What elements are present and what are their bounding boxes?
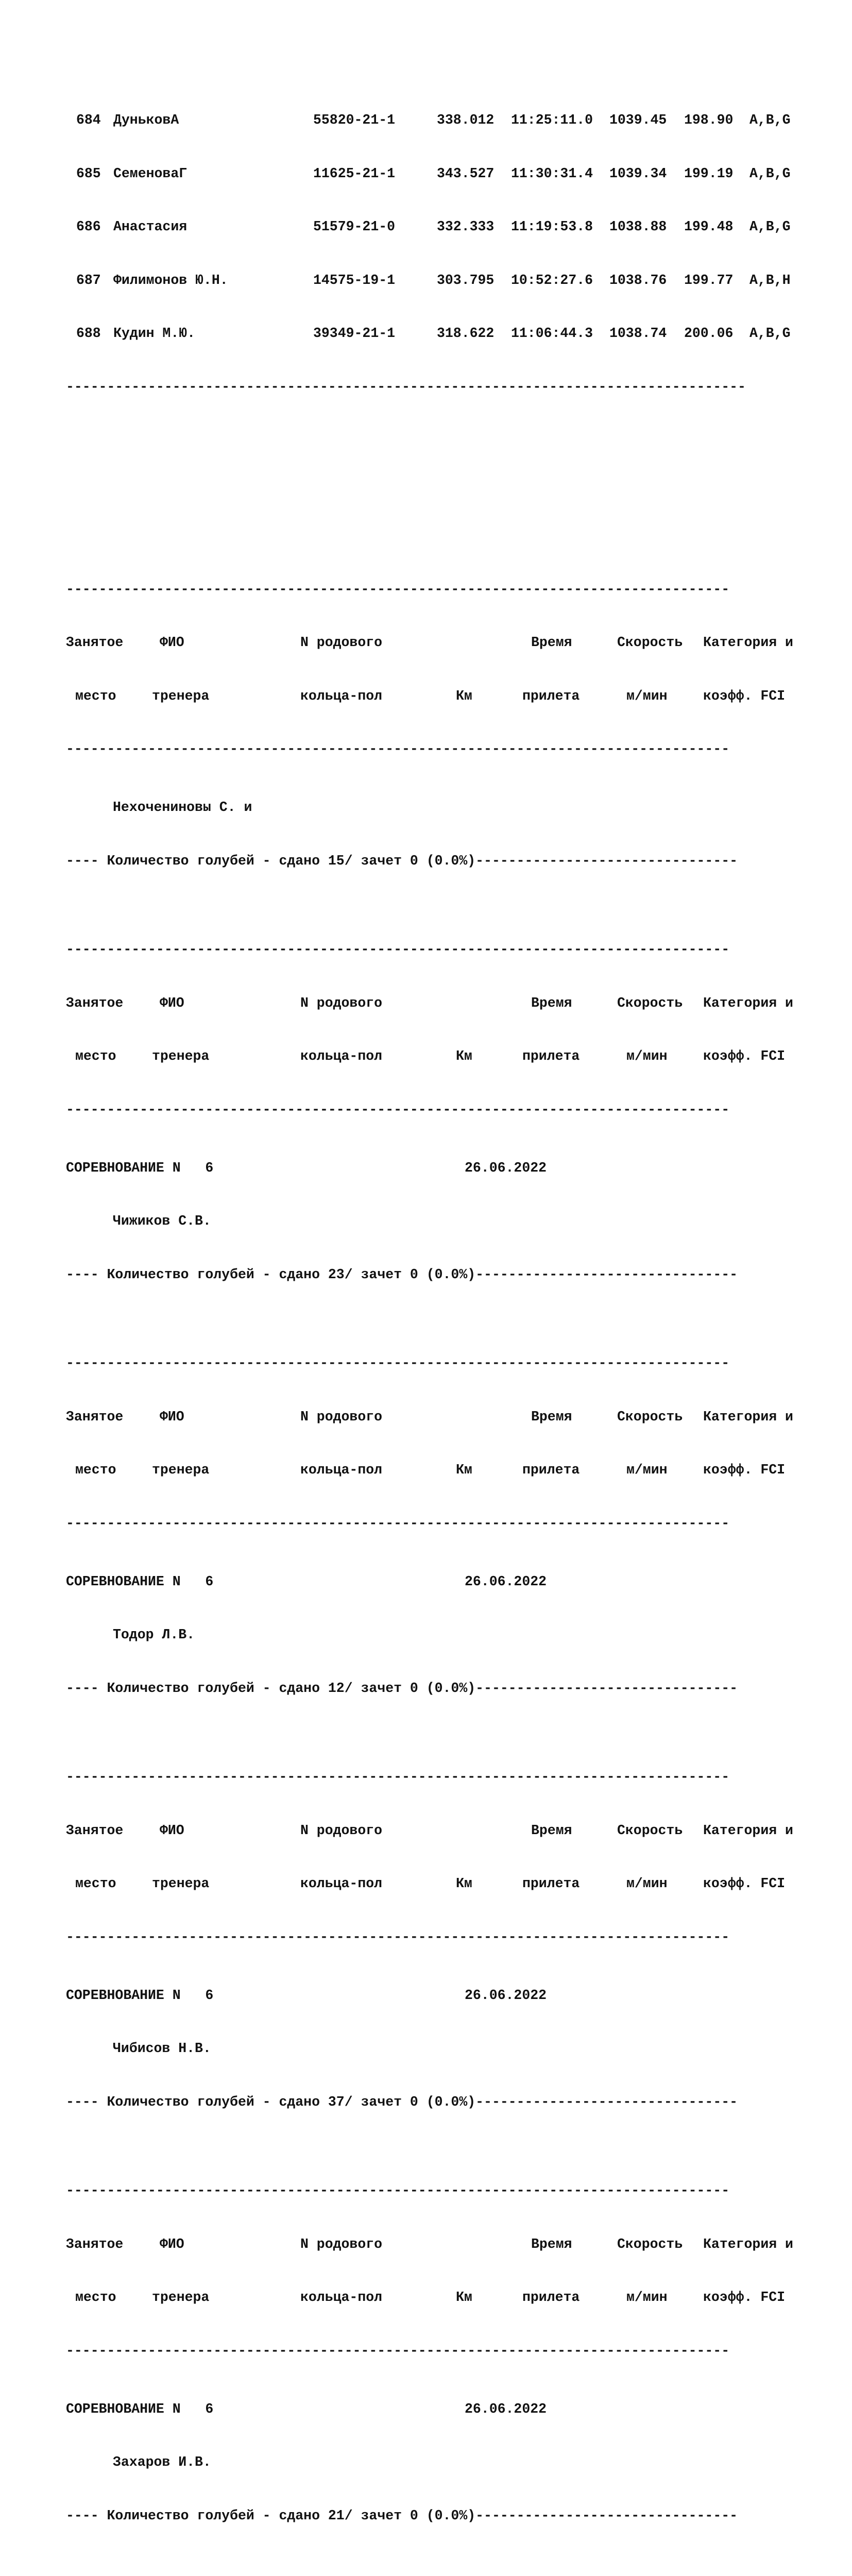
table-header-row <box>66 994 839 1012</box>
trainer-row <box>66 799 839 817</box>
result-row <box>66 165 839 183</box>
result-coef: 199.19 <box>684 165 734 181</box>
result-km: 338.012 <box>437 112 495 128</box>
result-category: A,B,G <box>749 112 791 128</box>
divider: --------------------------------------------------------------------------------- <box>66 1355 730 1371</box>
count-prefix: ---- <box>66 2094 107 2110</box>
table-header-row <box>66 687 839 705</box>
count-suffix: -------------------------------- <box>475 853 738 869</box>
result-km: 343.527 <box>437 165 495 181</box>
header-speed: Скорость <box>617 2236 683 2252</box>
header-time: Время <box>531 995 572 1011</box>
header-speed: Скорость <box>617 1822 683 1838</box>
header-category: Категория и <box>703 995 793 1011</box>
header-time: прилета <box>522 2290 580 2305</box>
header-place: место <box>75 1462 116 1478</box>
header-place: место <box>75 1876 116 1891</box>
count-row <box>66 2093 839 2111</box>
result-speed: 1039.45 <box>609 112 667 128</box>
result-name: Анастасия <box>113 219 188 234</box>
header-category: Категория и <box>703 1409 793 1425</box>
trainer-row <box>66 1212 839 1230</box>
header-km: Км <box>456 2290 472 2305</box>
table-header-row <box>66 1822 839 1840</box>
divider: --------------------------------------------------------------------------------- <box>66 942 730 957</box>
result-place: 687 <box>76 272 101 288</box>
trainer-row <box>66 2453 839 2471</box>
table-header-row <box>66 1047 839 1065</box>
header-category: коэфф. FCI <box>703 1876 786 1891</box>
count-row <box>66 1266 839 1284</box>
count-suffix: -------------------------------- <box>475 1680 738 1696</box>
result-category: A,B,G <box>749 326 791 341</box>
header-fio: тренера <box>152 688 210 704</box>
result-ring: 14575-19-1 <box>313 272 396 288</box>
result-category: A,B,G <box>749 165 791 181</box>
header-fio: тренера <box>152 1462 210 1478</box>
header-speed: Скорость <box>617 1409 683 1425</box>
result-coef: 198.90 <box>684 112 734 128</box>
competition-row <box>66 1159 839 1177</box>
result-category: A,B,G <box>749 219 791 234</box>
table-header-row <box>66 2235 839 2253</box>
divider: --------------------------------------------------------------------------------- <box>66 2183 730 2198</box>
header-place: место <box>75 688 116 704</box>
header-time: Время <box>531 1409 572 1425</box>
header-fio: ФИО <box>160 2236 184 2252</box>
header-place: место <box>75 2290 116 2305</box>
header-fio: тренера <box>152 1048 210 1064</box>
table-header-row <box>66 1875 839 1893</box>
result-place: 684 <box>76 112 101 128</box>
header-fio: тренера <box>152 1876 210 1891</box>
header-speed: м/мин <box>626 1462 668 1478</box>
header-time: Время <box>531 1822 572 1838</box>
header-fio: ФИО <box>160 1409 184 1425</box>
header-category: Категория и <box>703 2236 793 2252</box>
result-time: 11:25:11.0 <box>511 112 593 128</box>
count-suffix: -------------------------------- <box>475 2507 738 2523</box>
result-km: 332.333 <box>437 219 495 234</box>
competition-date: 26.06.2022 <box>465 2401 547 2417</box>
result-coef: 200.06 <box>684 326 734 341</box>
count-text: Количество голубей - сдано 37/ зачет 0 (0.0%) <box>107 2094 476 2110</box>
trainer-name: Нехочениновы С. и <box>113 800 252 815</box>
header-fio: ФИО <box>160 1822 184 1838</box>
header-ring: N родового <box>300 635 383 650</box>
header-category: Категория и <box>703 1822 793 1838</box>
competition-date: 26.06.2022 <box>465 1987 547 2003</box>
competition-row <box>66 2400 839 2418</box>
header-place: Занятое <box>66 2236 124 2252</box>
header-ring: N родового <box>300 2236 383 2252</box>
header-speed: м/мин <box>626 1876 668 1891</box>
result-km: 318.622 <box>437 326 495 341</box>
header-place: Занятое <box>66 1409 124 1425</box>
result-ring: 55820-21-1 <box>313 112 396 128</box>
result-ring: 39349-21-1 <box>313 326 396 341</box>
competition-label: СОРЕВНОВАНИЕ N 6 <box>66 1573 214 1589</box>
header-time: прилета <box>522 1876 580 1891</box>
table-header-row <box>66 1408 839 1426</box>
header-category: коэфф. FCI <box>703 2290 786 2305</box>
report-sheet <box>66 40 839 2576</box>
header-place: Занятое <box>66 635 124 650</box>
competition-row <box>66 1573 839 1591</box>
divider: --------------------------------------------------------------------------------- <box>66 581 730 597</box>
count-text: Количество голубей - сдано 12/ зачет 0 (0.0%) <box>107 1680 476 1696</box>
competition-date: 26.06.2022 <box>465 1160 547 1176</box>
header-km: Км <box>456 688 472 704</box>
header-ring: кольца-пол <box>300 2290 383 2305</box>
result-name: Филимонов Ю.Н. <box>113 272 228 288</box>
trainer-name: Чибисов Н.В. <box>113 2041 211 2056</box>
divider: --------------------------------------------------------------------------------- <box>66 1769 730 1785</box>
divider: ----------------------------------------------------------------------------------- <box>66 379 746 395</box>
count-prefix: ---- <box>66 853 107 869</box>
header-ring: N родового <box>300 1822 383 1838</box>
header-fio: тренера <box>152 2290 210 2305</box>
count-text: Количество голубей - сдано 15/ зачет 0 (0.0%) <box>107 853 476 869</box>
header-ring: N родового <box>300 995 383 1011</box>
trainer-row <box>66 1626 839 1644</box>
result-coef: 199.48 <box>684 219 734 234</box>
count-suffix: -------------------------------- <box>475 1266 738 1282</box>
header-category: коэфф. FCI <box>703 1462 786 1478</box>
result-time: 11:19:53.8 <box>511 219 593 234</box>
count-prefix: ---- <box>66 1680 107 1696</box>
result-row <box>66 272 839 290</box>
count-text: Количество голубей - сдано 21/ зачет 0 (0.0%) <box>107 2507 476 2523</box>
result-speed: 1039.34 <box>609 165 667 181</box>
header-km: Км <box>456 1462 472 1478</box>
header-km: Км <box>456 1876 472 1891</box>
header-fio: ФИО <box>160 995 184 1011</box>
result-place: 686 <box>76 219 101 234</box>
competition-row <box>66 1987 839 2005</box>
result-row <box>66 325 839 343</box>
header-speed: м/мин <box>626 688 668 704</box>
header-fio: ФИО <box>160 635 184 650</box>
result-category: A,B,H <box>749 272 791 288</box>
result-coef: 199.77 <box>684 272 734 288</box>
competition-label: СОРЕВНОВАНИЕ N 6 <box>66 2401 214 2417</box>
count-row <box>66 1680 839 1698</box>
header-time: прилета <box>522 1048 580 1064</box>
result-ring: 51579-21-0 <box>313 219 396 234</box>
table-header-row <box>66 634 839 652</box>
result-time: 11:30:31.4 <box>511 165 593 181</box>
header-ring: кольца-пол <box>300 1462 383 1478</box>
table-header-row <box>66 1461 839 1479</box>
header-ring: N родового <box>300 1409 383 1425</box>
result-ring: 11625-21-1 <box>313 165 396 181</box>
header-speed: Скорость <box>617 635 683 650</box>
count-row <box>66 852 839 870</box>
header-category: коэфф. FCI <box>703 1048 786 1064</box>
result-km: 303.795 <box>437 272 495 288</box>
header-category: коэфф. FCI <box>703 688 786 704</box>
result-speed: 1038.74 <box>609 326 667 341</box>
header-time: Время <box>531 2236 572 2252</box>
result-row <box>66 218 839 236</box>
result-name: СеменоваГ <box>113 165 188 181</box>
header-time: прилета <box>522 688 580 704</box>
header-place: место <box>75 1048 116 1064</box>
header-ring: кольца-пол <box>300 688 383 704</box>
header-time: прилета <box>522 1462 580 1478</box>
divider: --------------------------------------------------------------------------------- <box>66 1101 730 1117</box>
result-speed: 1038.88 <box>609 219 667 234</box>
header-ring: кольца-пол <box>300 1876 383 1891</box>
header-place: Занятое <box>66 1822 124 1838</box>
header-speed: Скорость <box>617 995 683 1011</box>
divider: --------------------------------------------------------------------------------- <box>66 1929 730 1945</box>
result-name: ДуньковА <box>113 112 179 128</box>
count-text: Количество голубей - сдано 23/ зачет 0 (0.0%) <box>107 1266 476 1282</box>
result-speed: 1038.76 <box>609 272 667 288</box>
header-ring: кольца-пол <box>300 1048 383 1064</box>
count-row <box>66 2507 839 2525</box>
spacer <box>66 449 839 510</box>
header-time: Время <box>531 635 572 650</box>
trainer-name: Тодор Л.В. <box>113 1627 195 1642</box>
header-category: Категория и <box>703 635 793 650</box>
count-suffix: -------------------------------- <box>475 2094 738 2110</box>
competition-date: 26.06.2022 <box>465 1573 547 1589</box>
count-prefix: ---- <box>66 2507 107 2523</box>
result-time: 11:06:44.3 <box>511 326 593 341</box>
result-place: 688 <box>76 326 101 341</box>
header-place: Занятое <box>66 995 124 1011</box>
count-prefix: ---- <box>66 1266 107 1282</box>
header-speed: м/мин <box>626 2290 668 2305</box>
divider: --------------------------------------------------------------------------------- <box>66 741 730 757</box>
trainer-name: Захаров И.В. <box>113 2454 211 2470</box>
competition-label: СОРЕВНОВАНИЕ N 6 <box>66 1987 214 2003</box>
divider: --------------------------------------------------------------------------------- <box>66 1515 730 1531</box>
trainer-row <box>66 2040 839 2058</box>
result-place: 685 <box>76 165 101 181</box>
trainer-name: Чижиков С.В. <box>113 1213 211 1229</box>
divider: --------------------------------------------------------------------------------- <box>66 2343 730 2359</box>
table-header-row <box>66 2289 839 2307</box>
result-time: 10:52:27.6 <box>511 272 593 288</box>
result-name: Кудин М.Ю. <box>113 326 196 341</box>
header-km: Км <box>456 1048 472 1064</box>
result-row <box>66 111 839 129</box>
header-speed: м/мин <box>626 1048 668 1064</box>
competition-label: СОРЕВНОВАНИЕ N 6 <box>66 1160 214 1176</box>
